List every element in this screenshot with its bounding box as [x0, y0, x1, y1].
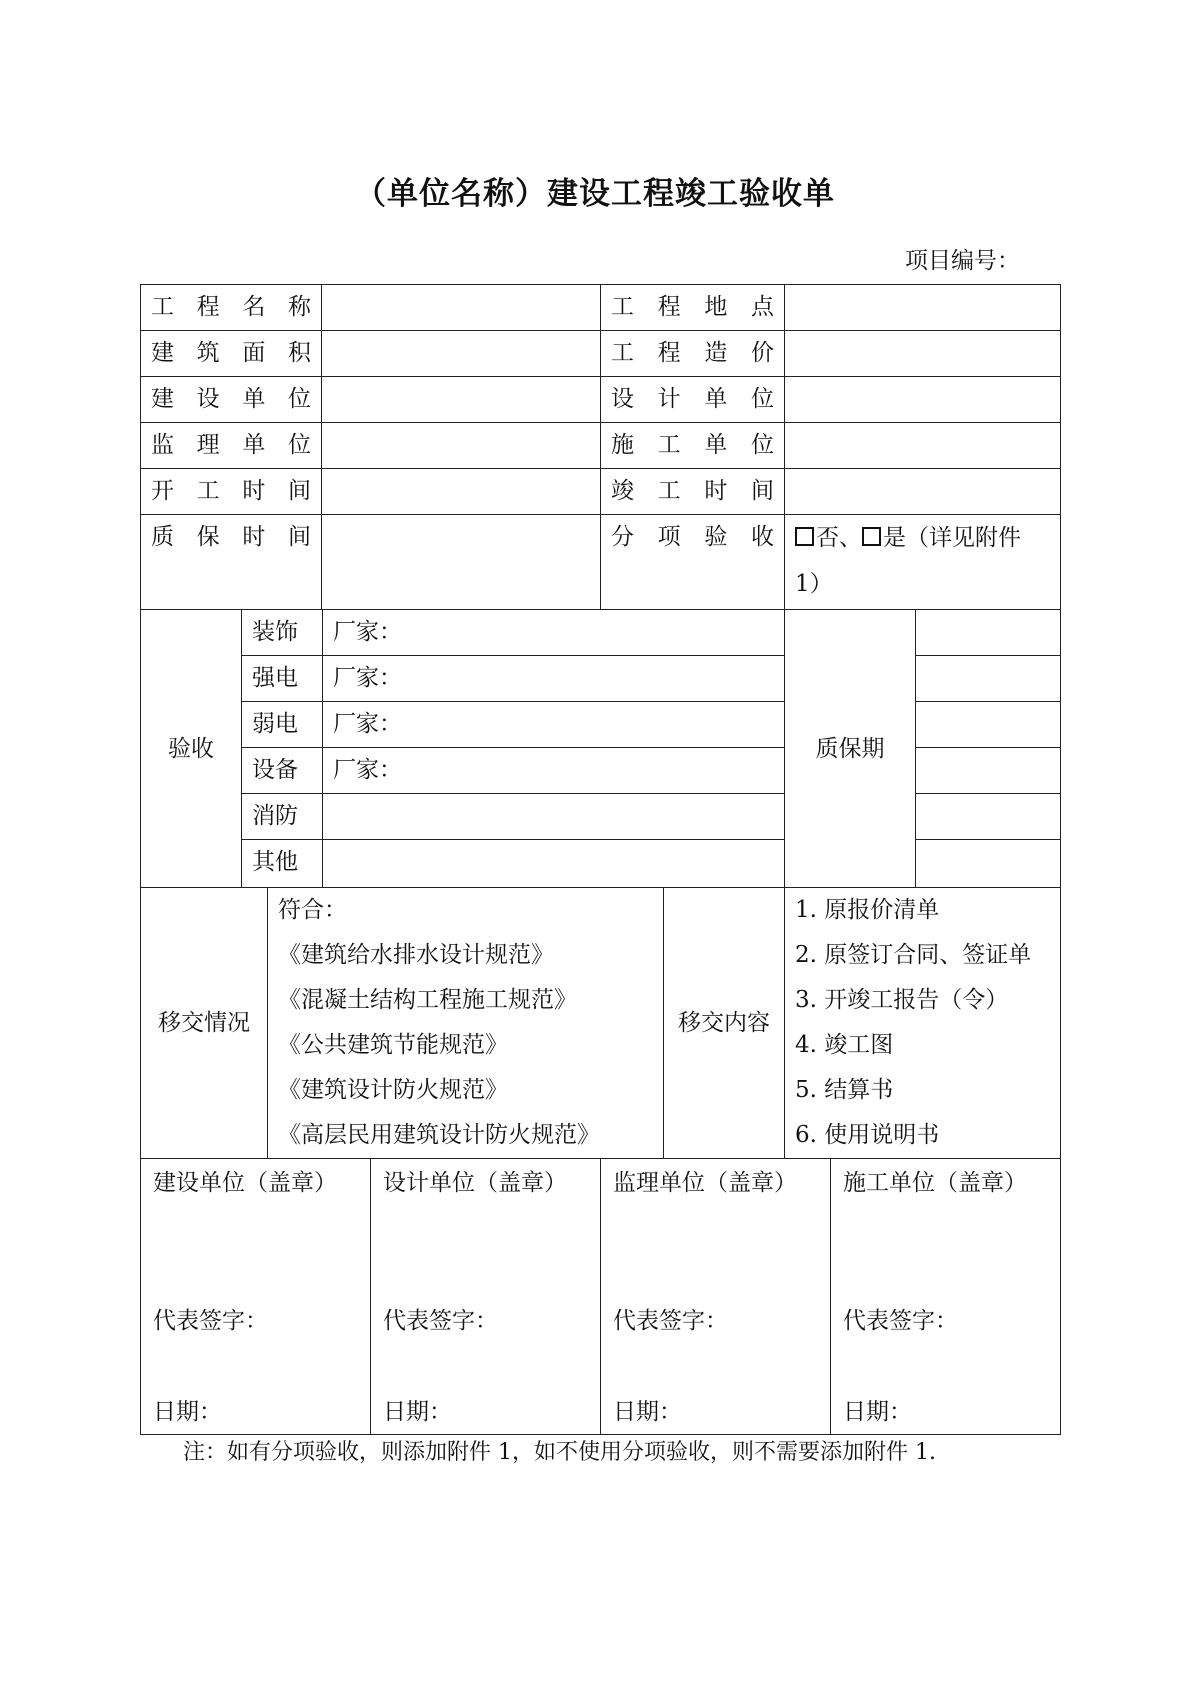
warranty-period-field[interactable] — [916, 656, 1061, 702]
no-checkbox[interactable] — [795, 527, 814, 546]
fire-protection-field[interactable] — [323, 794, 785, 840]
supervision-unit-signature-cell[interactable] — [601, 1159, 831, 1435]
list-item: 2. 原签订合同、签证单 — [795, 942, 1032, 968]
yes-checkbox[interactable] — [862, 527, 881, 546]
acceptance-label: 验收 — [141, 610, 242, 888]
sub-acceptance-label: 分 项 验 收 — [611, 524, 774, 550]
table-row — [141, 794, 1061, 840]
construction-unit-label: 建 设 单 位 — [151, 386, 311, 412]
supervision-unit-seal-label: 监理单位（盖章） — [613, 1170, 797, 1196]
project-location-label: 工 程 地 点 — [611, 294, 774, 320]
item-weak-current-label: 弱电 — [242, 702, 323, 748]
start-time-field[interactable] — [322, 469, 601, 515]
design-unit-seal-label: 设计单位（盖章） — [383, 1170, 567, 1196]
warranty-period-field[interactable] — [916, 748, 1061, 794]
list-item: 4. 竣工图 — [795, 1032, 894, 1058]
table-row — [141, 377, 1061, 423]
warranty-period-field[interactable] — [916, 840, 1061, 888]
table-row — [141, 888, 1061, 1159]
table-row — [141, 423, 1061, 469]
list-item: 《高层民用建筑设计防火规范》 — [278, 1122, 600, 1148]
project-name-field[interactable] — [322, 285, 601, 331]
design-unit-field[interactable] — [785, 377, 1061, 423]
standards-list — [268, 888, 664, 1159]
project-location-field[interactable] — [785, 285, 1061, 331]
conform-label: 符合： — [278, 897, 347, 923]
supervision-unit-field[interactable] — [322, 423, 601, 469]
item-equipment-label: 设备 — [242, 748, 323, 794]
handover-label: 移交情况 — [141, 888, 268, 1159]
construction-unit-seal-label: 建设单位（盖章） — [153, 1170, 337, 1196]
completion-time-label: 竣 工 时 间 — [611, 478, 774, 504]
warranty-period-field[interactable] — [916, 702, 1061, 748]
design-unit-label: 设 计 单 位 — [611, 386, 774, 412]
design-unit-signature-cell[interactable] — [371, 1159, 601, 1435]
contractor-unit-label: 施 工 单 位 — [611, 432, 774, 458]
project-number-label: 项目编号： — [905, 248, 1020, 274]
list-item: 3. 开竣工报告（令） — [795, 987, 1009, 1013]
construction-unit-field[interactable] — [322, 377, 601, 423]
acceptance-table — [140, 609, 1061, 888]
completion-time-field[interactable] — [785, 469, 1061, 515]
warranty-period-field[interactable] — [916, 610, 1061, 656]
yes-option-label: 是（详见附件 — [883, 525, 1021, 551]
item-fire-protection-label: 消防 — [242, 794, 323, 840]
date-label: 日期： — [843, 1399, 912, 1425]
equipment-manufacturer-field[interactable]: 厂家： — [323, 748, 785, 794]
project-name-label: 工 程 名 称 — [151, 294, 311, 320]
date-label: 日期： — [153, 1399, 222, 1425]
signature-table — [140, 1158, 1061, 1435]
strong-current-manufacturer-field[interactable]: 厂家： — [323, 656, 785, 702]
yes-option-label-tail: 1） — [795, 571, 833, 597]
warranty-period-label: 质保期 — [785, 610, 916, 888]
table-row — [141, 1159, 1061, 1435]
construction-unit-signature-cell[interactable] — [141, 1159, 371, 1435]
rep-signature-label: 代表签字： — [153, 1308, 268, 1334]
warranty-period-field[interactable] — [916, 794, 1061, 840]
table-row — [141, 748, 1061, 794]
handover-content-label: 移交内容 — [664, 888, 785, 1159]
weak-current-manufacturer-field[interactable]: 厂家： — [323, 702, 785, 748]
date-label: 日期： — [613, 1399, 682, 1425]
contractor-unit-signature-cell[interactable] — [831, 1159, 1061, 1435]
contractor-unit-seal-label: 施工单位（盖章） — [843, 1170, 1027, 1196]
list-item: 5. 结算书 — [795, 1077, 894, 1103]
basic-info-table — [140, 284, 1061, 610]
item-other-label: 其他 — [242, 840, 323, 888]
project-cost-field[interactable] — [785, 331, 1061, 377]
supervision-unit-label: 监 理 单 位 — [151, 432, 311, 458]
page-title: （单位名称）建设工程竣工验收单 — [355, 176, 835, 212]
project-cost-label: 工 程 造 价 — [611, 340, 774, 366]
no-option-label: 否、 — [816, 525, 862, 551]
footnote: 注：如有分项验收，则添加附件 1，如不使用分项验收，则不需要添加附件 1. — [183, 1440, 936, 1465]
list-item: 《混凝土结构工程施工规范》 — [278, 987, 577, 1013]
list-item: 《建筑设计防火规范》 — [278, 1077, 508, 1103]
table-row — [141, 840, 1061, 888]
table-row — [141, 702, 1061, 748]
table-row — [141, 656, 1061, 702]
start-time-label: 开 工 时 间 — [151, 478, 311, 504]
item-decoration-label: 装饰 — [242, 610, 323, 656]
building-area-label: 建 筑 面 积 — [151, 340, 311, 366]
item-strong-current-label: 强电 — [242, 656, 323, 702]
list-item: 1. 原报价清单 — [795, 897, 940, 923]
handover-contents-list — [785, 888, 1061, 1159]
list-item: 《公共建筑节能规范》 — [278, 1032, 508, 1058]
table-row — [141, 610, 1061, 656]
rep-signature-label: 代表签字： — [843, 1308, 958, 1334]
handover-table — [140, 887, 1061, 1159]
table-row — [141, 285, 1061, 331]
rep-signature-label: 代表签字： — [383, 1308, 498, 1334]
rep-signature-label: 代表签字： — [613, 1308, 728, 1334]
list-item: 6. 使用说明书 — [795, 1122, 940, 1148]
table-row — [141, 469, 1061, 515]
table-row — [141, 515, 1061, 610]
building-area-field[interactable] — [322, 331, 601, 377]
warranty-time-field[interactable] — [322, 515, 601, 610]
table-row — [141, 331, 1061, 377]
date-label: 日期： — [383, 1399, 452, 1425]
sub-acceptance-options — [785, 515, 1061, 610]
list-item: 《建筑给水排水设计规范》 — [278, 942, 554, 968]
contractor-unit-field[interactable] — [785, 423, 1061, 469]
warranty-time-label: 质 保 时 间 — [151, 524, 311, 550]
decoration-manufacturer-field[interactable]: 厂家： — [323, 610, 785, 656]
other-field[interactable] — [323, 840, 785, 888]
